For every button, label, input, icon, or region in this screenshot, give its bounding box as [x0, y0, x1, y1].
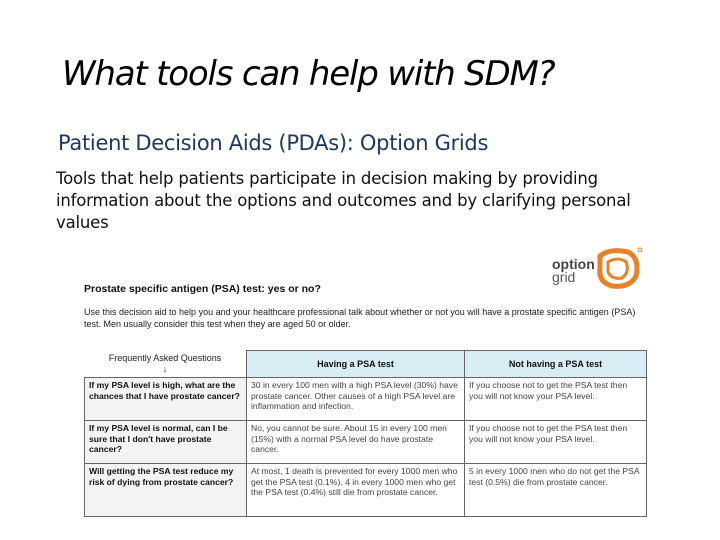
not-having-test-cell: 5 in every 1000 men who do not get the PSA test (0.5%) die from prostate cancer.: [465, 464, 647, 517]
slide-title: What tools can help with SDM?: [62, 54, 555, 94]
option-grid-title: Prostate specific antigen (PSA) test: yes or no?: [84, 283, 321, 295]
column-header-having-test: Having a PSA test: [247, 351, 465, 378]
option-grid-document: [80, 246, 648, 528]
not-having-test-cell: If you choose not to get the PSA test then you will not know your PSA level.: [465, 421, 647, 464]
question-cell: If my PSA level is high, what are the chances that I have prostate cancer?: [85, 378, 247, 421]
slide-description: Tools that help patients participate in decision making by providing information about the options and outcomes and by clarifying personal values: [56, 169, 631, 232]
having-test-cell: At most, 1 death is prevented for every 1000 men who get the PSA test (0.1%). 4 in every 1000 men who get the PSA test (0.4%) still die from prostate cancer.: [247, 464, 465, 517]
faq-column-header: [85, 351, 247, 378]
faq-header-label: Frequently Asked Questions: [108, 353, 222, 363]
logo-text-option: option: [552, 256, 595, 272]
question-cell: Will getting the PSA test reduce my risk of dying from prostate cancer?: [85, 464, 247, 517]
table-row: [85, 464, 647, 517]
table-header-row: [85, 351, 647, 378]
having-test-cell: 30 in every 100 men with a high PSA level (30%) have prostate cancer. Other causes of a high PSA level are inflammation and infection.: [247, 378, 465, 421]
logo-text-grid: grid: [552, 269, 576, 285]
table-row: [85, 421, 647, 464]
option-grid-logo-icon: [590, 246, 644, 290]
table-row: [85, 378, 647, 421]
down-arrow-icon: ↓: [162, 364, 168, 374]
question-cell: If my PSA level is normal, can I be sure that I don't have prostate cancer?: [85, 421, 247, 464]
slide-subtitle: Patient Decision Aids (PDAs): Option Grids: [58, 131, 489, 155]
option-grid-table: [84, 350, 647, 517]
option-grid-intro: Use this decision aid to help you and your healthcare professional talk about whether or not you will have a prostate specific antigen (PSA) test. Men usually consider this test when they are aged 50 or older.: [84, 307, 636, 329]
having-test-cell: No, you cannot be sure. About 15 in every 100 men (15%) with a normal PSA level do have prostate cancer.: [247, 421, 465, 464]
not-having-test-cell: If you choose not to get the PSA test then you will not know your PSA level.: [465, 378, 647, 421]
column-header-not-having-test: Not having a PSA test: [465, 351, 647, 378]
option-grid-logo: [552, 246, 644, 290]
